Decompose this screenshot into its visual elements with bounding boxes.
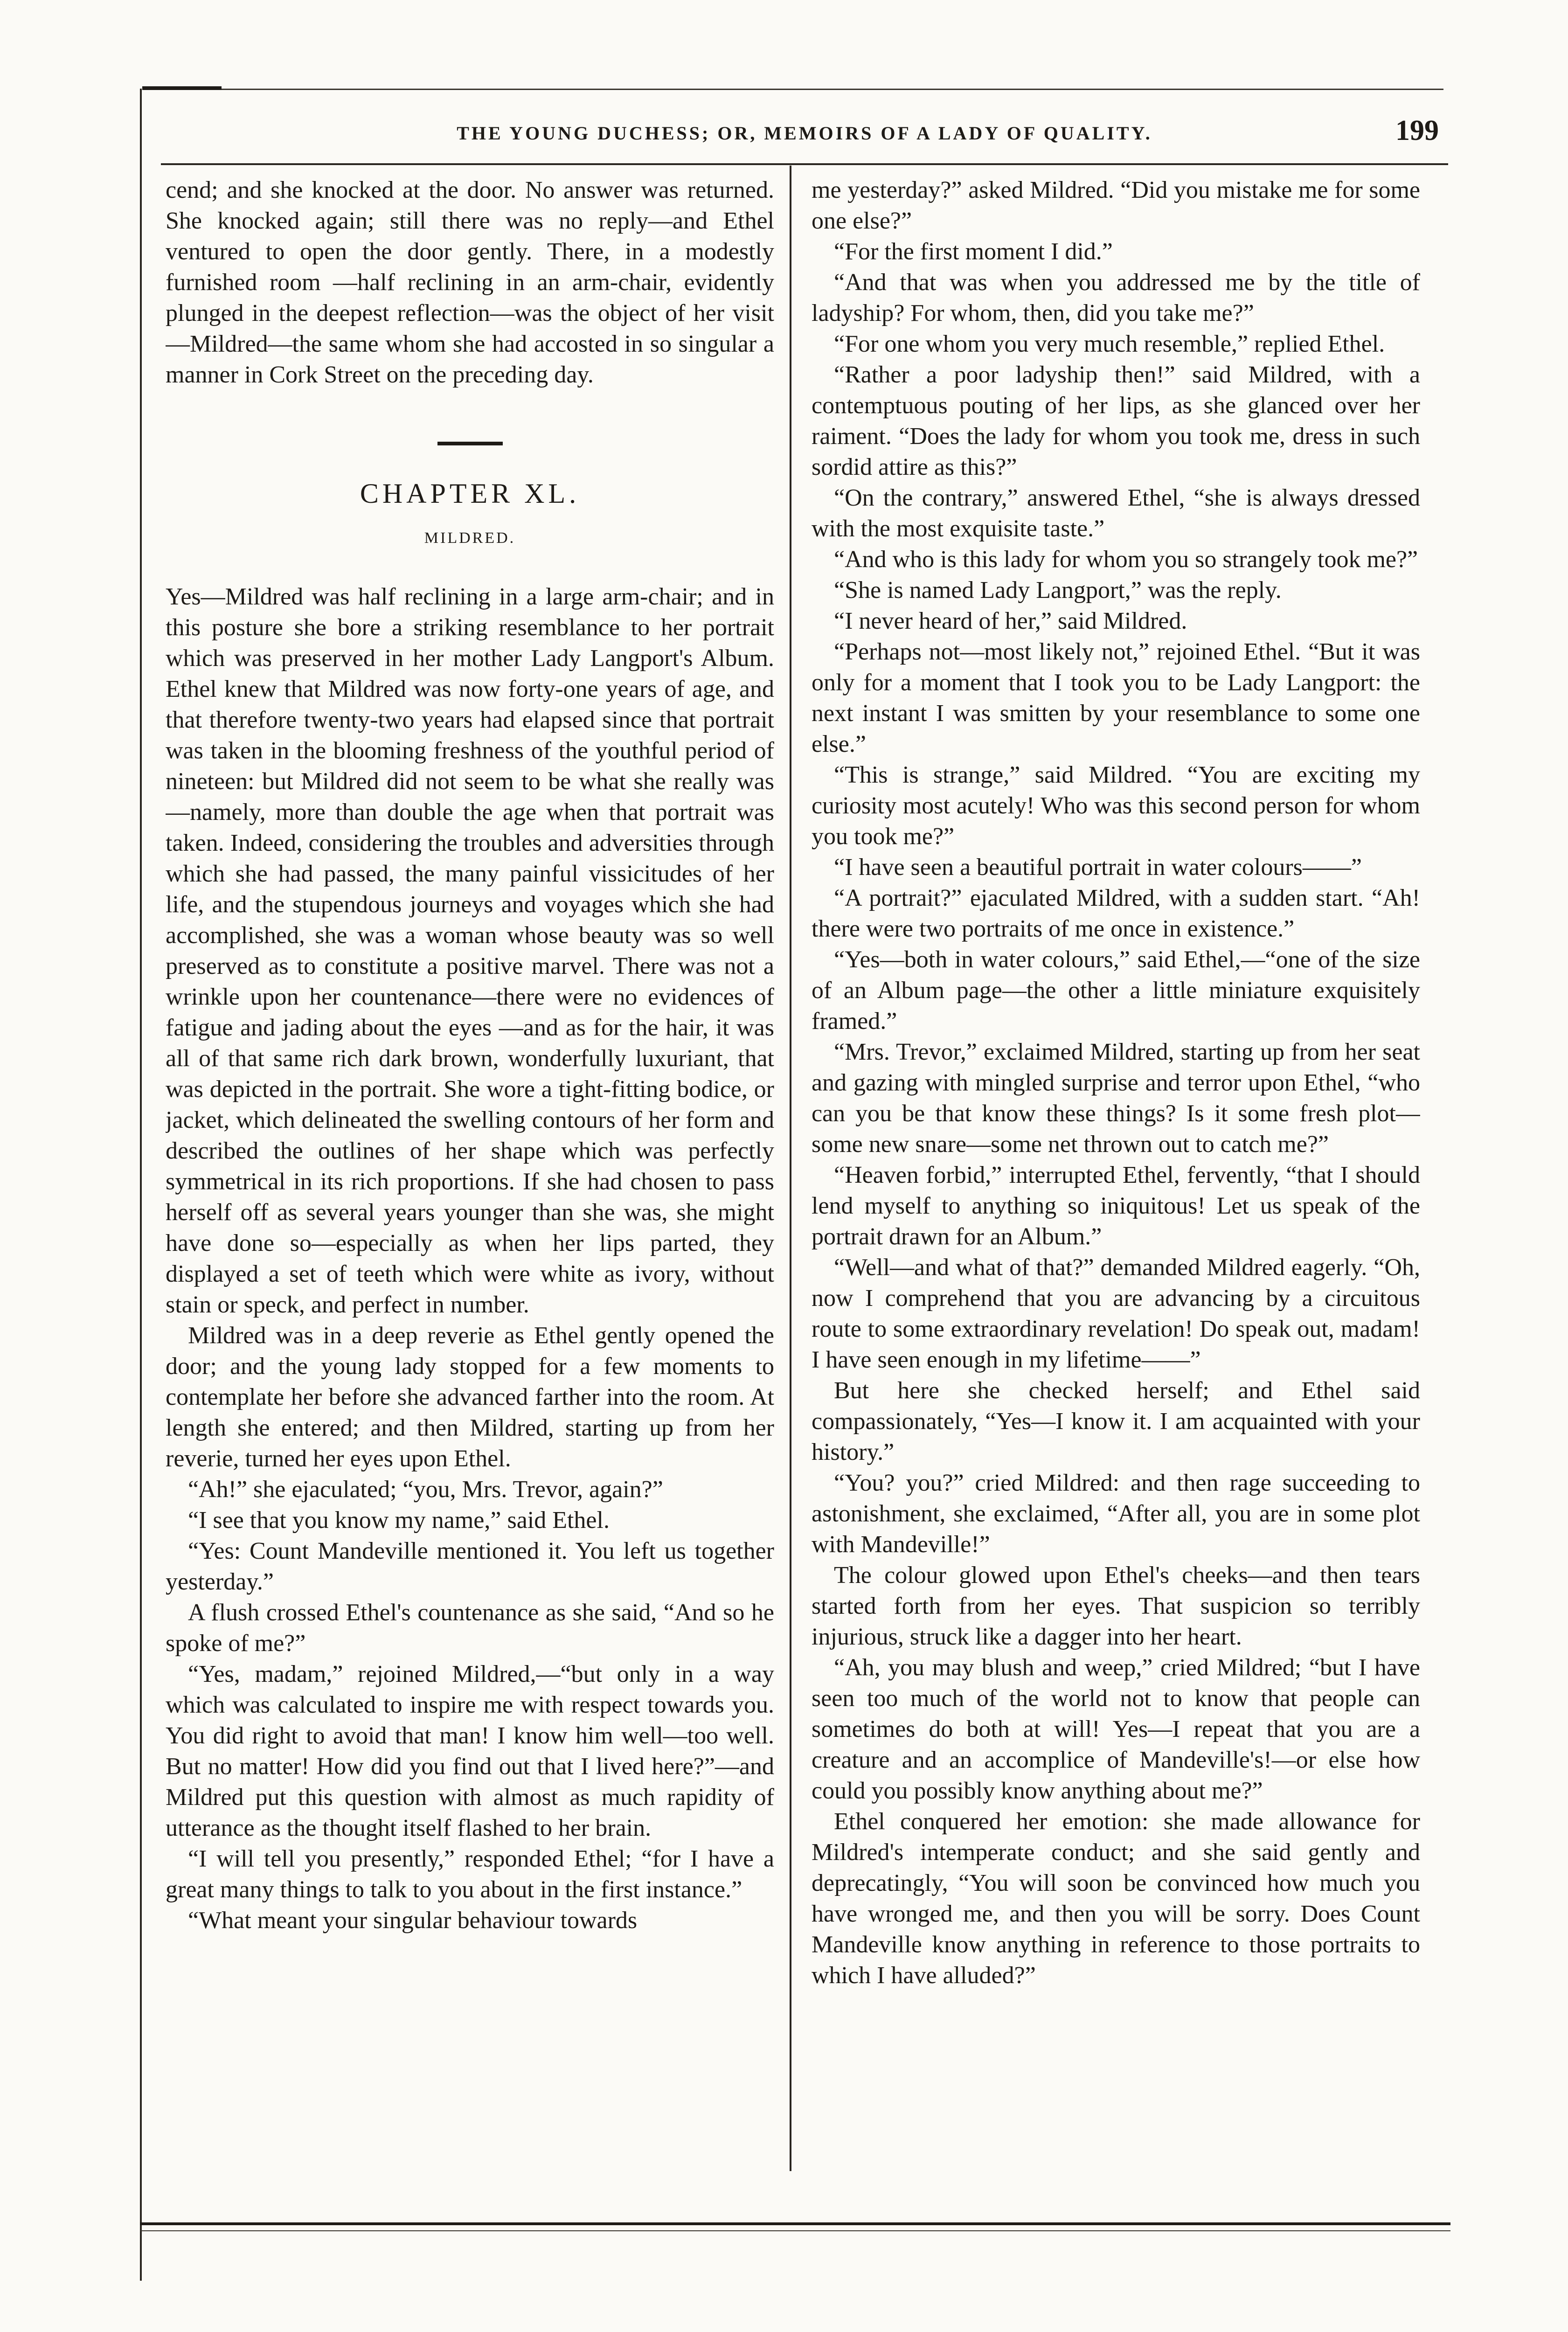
paragraph: “Ah, you may blush and weep,” cried Mildred; “but I have seen too much of the world not to know that people can sometimes do both at will! Yes—I repeat that you are a creature and an accomplice of Mandeville's!—or else how could you possibly know anything about me?” — [812, 1654, 1420, 1804]
paragraph: “She is named Lady Langport,” was the reply. — [834, 577, 1282, 604]
paragraph: “I never heard of her,” said Mildred. — [834, 608, 1187, 634]
paragraph: “Heaven forbid,” interrupted Ethel, fervently, “that I should lend myself to anything so iniquitous! Let us speak of the portrait drawn for an Album.” — [812, 1162, 1420, 1250]
paragraph: “I will tell you presently,” responded Ethel; “for I have a great many things to talk to you about in the first instance.” — [166, 1846, 774, 1903]
chapter-subtitle: MILDRED. — [424, 529, 516, 547]
paragraph: me yesterday?” asked Mildred. “Did you mistake me for some one else?” — [812, 177, 1420, 234]
right-column — [812, 175, 1420, 2166]
top-rule — [142, 86, 222, 90]
paragraph: “I see that you know my name,” said Ethel. — [188, 1507, 610, 1534]
paragraph: “Yes—both in water colours,” said Ethel,—“one of the size of an Album page—the other a little miniature exquisitely framed.” — [812, 946, 1420, 1034]
bottom-rule-thin — [140, 2230, 1450, 2231]
bottom-rule — [140, 2222, 1450, 2225]
column-divider — [790, 166, 791, 2171]
paragraph: “And that was when you addressed me by the title of ladyship? For whom, then, did you take me?” — [812, 269, 1420, 326]
paragraph: “Mrs. Trevor,” exclaimed Mildred, starting up from her seat and gazing with mingled surprise and terror upon Ethel, “who can you be that know these things? Is it some fresh plot—some new snare—some net thrown out to catch me?” — [812, 1039, 1420, 1158]
paragraph: “Yes, madam,” rejoined Mildred,—“but only in a way which was calculated to inspire me with respect towards you. You did right to avoid that man! I know him well—too well. But no matter! How did you find out that I lived here?”—and Mildred put this question with almost as much rapidity of utterance as the thought itself flashed to her brain. — [166, 1661, 774, 1841]
paragraph: A flush crossed Ethel's countenance as she said, “And so he spoke of me?” — [166, 1599, 774, 1657]
paragraph: “This is strange,” said Mildred. “You are exciting my curiosity most acutely! Who was this second person for whom you took me?” — [812, 762, 1420, 850]
paragraph: “On the contrary,” answered Ethel, “she is always dressed with the most exquisite taste.” — [812, 485, 1420, 542]
paragraph: “What meant your singular behaviour towards — [188, 1907, 638, 1934]
paragraph: “Ah!” she ejaculated; “you, Mrs. Trevor, again?” — [188, 1476, 663, 1503]
paragraph: “I have seen a beautiful portrait in water colours——” — [834, 854, 1362, 881]
page-frame — [142, 70, 1448, 2299]
paragraph: But here she checked herself; and Ethel said compassionately, “Yes—I know it. I am acquainted with your history.” — [812, 1377, 1420, 1465]
section-divider — [437, 442, 503, 445]
page-header — [161, 105, 1448, 161]
paragraph: “A portrait?” ejaculated Mildred, with a sudden start. “Ah! there were two portraits of me once in existence.” — [812, 885, 1420, 942]
left-column — [166, 175, 774, 2166]
top-rule-thin — [222, 89, 1443, 90]
paragraph: “And who is this lady for whom you so strangely took me?” — [834, 546, 1418, 573]
paragraph: “For the first moment I did.” — [834, 238, 1113, 265]
paragraph: Yes—Mildred was half reclining in a large arm-chair; and in this posture she bore a striking resemblance to her portrait which was preserved in her mother Lady Langport's Album. Ethel knew that Mildred was now forty-one years of age, and that therefore twenty-two years had elapsed since that portrait was taken in the blooming freshness of the youthful period of nineteen: but Mildred did not seem to be what she really was—namely, more than double the age when that portrait was taken. Indeed, considering the troubles and adversities through which she had passed, the many painful vissicitudes of her life, and the stupendous journeys and voyages which she had accomplished, she was a woman whose beauty was so well preserved as to constitute a positive marvel. There was not a wrinkle upon her countenance—there were no evidences of fatigue and jading about the eyes —and as for the hair, it was all of that same rich dark brown, wonderfully luxuriant, that was depicted in the portrait. She wore a tight-fitting bodice, or jacket, which delineated the swelling contours of her form and described the outlines of her shape which was perfectly symmetrical in its rich proportions. If she had chosen to pass herself off as several years younger than she was, she might have done so—especially as when her lips parted, they displayed a set of teeth which were white as ivory, without stain or speck, and perfect in number. — [166, 583, 774, 1318]
paragraph: The colour glowed upon Ethel's cheeks—and then tears started forth from her eyes. That suspicion so terribly injurious, struck like a dagger into her heart. — [812, 1562, 1420, 1650]
running-head: THE YOUNG DUCHESS; OR, MEMOIRS OF A LADY OF QUALITY. — [457, 122, 1152, 144]
paragraph: “Perhaps not—most likely not,” rejoined Ethel. “But it was only for a moment that I took you to be Lady Langport: the next instant I was smitten by your resemblance to some one else.” — [812, 639, 1420, 757]
paragraph: “Well—and what of that?” demanded Mildred eagerly. “Oh, now I comprehend that you are advancing by a circuitous route to some extraordinary revelation! Do speak out, madam! I have seen enough in my lifetime——” — [812, 1254, 1420, 1373]
paragraph: “Yes: Count Mandeville mentioned it. You left us together yesterday.” — [166, 1538, 774, 1595]
paragraph: “Rather a poor ladyship then!” said Mildred, with a contemptuous pouting of her lips, as she glanced over her raiment. “Does the lady for whom you took me, dress in such sordid attire as this?” — [812, 361, 1420, 480]
paragraph: Mildred was in a deep reverie as Ethel gently opened the door; and the young lady stopped for a few moments to contemplate her before she advanced farther into the room. At length she entered; and then Mildred, starting up from her reverie, turned her eyes upon Ethel. — [166, 1322, 774, 1472]
page-number: 199 — [1395, 115, 1439, 146]
paragraph: Ethel conquered her emotion: she made allowance for Mildred's intemperate conduct; and she said gently and deprecatingly, “You will soon be convinced how much you have wronged me, and then you will be sorry. Does Count Mandeville know anything in reference to those portraits to which I have alluded?” — [812, 1808, 1420, 1989]
header-rule — [161, 163, 1448, 165]
paragraph: “For one whom you very much resemble,” replied Ethel. — [834, 331, 1385, 357]
left-margin-rule — [140, 89, 142, 2281]
chapter-title: CHAPTER XL. — [360, 478, 580, 509]
paragraph: “You? you?” cried Mildred: and then rage succeeding to astonishment, she exclaimed, “After all, you are in some plot with Mandeville!” — [812, 1470, 1420, 1558]
paragraph: cend; and she knocked at the door. No answer was returned. She knocked again; still there was no reply—and Ethel ventured to open the door gently. There, in a modestly furnished room —half reclining in an arm-chair, evidently plunged in the deepest reflection—was the object of her visit—Mildred—the same whom she had accosted in so singular a manner in Cork Street on the preceding day. — [166, 177, 774, 388]
